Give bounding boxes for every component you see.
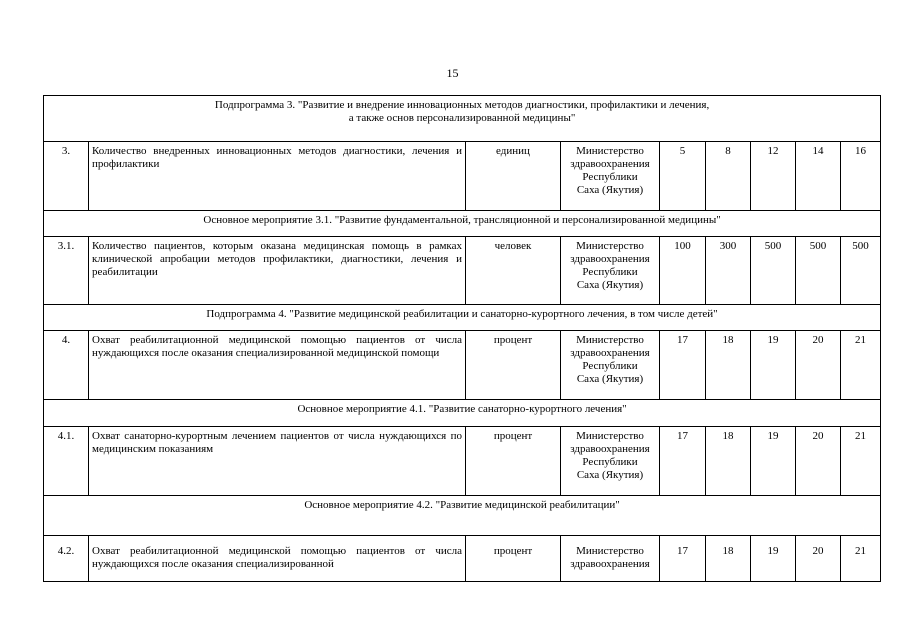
row-number: 3. xyxy=(44,142,89,211)
value-cell: 17 xyxy=(660,331,706,400)
indicator-description: Количество пациентов, которым оказана медицинская помощь в рамках клинической апробации методов профилактики, диагностики, лечения и реабилитации xyxy=(89,237,466,305)
indicators-table xyxy=(43,95,881,582)
value-cell: 500 xyxy=(751,237,796,305)
indicator-description: Охват реабилитационной медицинской помощью пациентов от числа нуждающихся после оказания специализированной xyxy=(89,536,466,582)
value-cell: 5 xyxy=(660,142,706,211)
value-cell: 19 xyxy=(751,427,796,496)
value-cell: 20 xyxy=(796,427,841,496)
value-cell: 12 xyxy=(751,142,796,211)
measure-3-1-title: Основное мероприятие 3.1. "Развитие фундаментальной, трансляционной и персонализированной медицины" xyxy=(44,211,881,237)
table-row xyxy=(44,237,881,305)
unit-of-measure: процент xyxy=(466,427,561,496)
responsible-organization: Министерство здравоохранения Республики Саха (Якутия) xyxy=(561,427,660,496)
responsible-organization: Министерство здравоохранения Республики Саха (Якутия) xyxy=(561,142,660,211)
table-row xyxy=(44,536,881,582)
table-row xyxy=(44,142,881,211)
value-cell: 500 xyxy=(841,237,881,305)
responsible-organization: Министерство здравоохранения Республики Саха (Якутия) xyxy=(561,237,660,305)
responsible-organization: Министерство здравоохранения Республики Саха (Якутия) xyxy=(561,331,660,400)
value-cell: 20 xyxy=(796,536,841,582)
value-cell: 500 xyxy=(796,237,841,305)
unit-of-measure: человек xyxy=(466,237,561,305)
measure-4-1-row xyxy=(44,400,881,427)
table-row xyxy=(44,331,881,400)
subprogram-3-row xyxy=(44,96,881,142)
row-number: 4. xyxy=(44,331,89,400)
value-cell: 8 xyxy=(706,142,751,211)
measure-4-2-row xyxy=(44,496,881,536)
indicator-description: Охват реабилитационной медицинской помощью пациентов от числа нуждающихся после оказания специализированной медицинской помощи xyxy=(89,331,466,400)
value-cell: 17 xyxy=(660,536,706,582)
value-cell: 100 xyxy=(660,237,706,305)
unit-of-measure: процент xyxy=(466,536,561,582)
value-cell: 14 xyxy=(796,142,841,211)
page-number: 15 xyxy=(446,66,459,80)
responsible-organization: Министерство здравоохранения xyxy=(561,536,660,582)
value-cell: 300 xyxy=(706,237,751,305)
measure-4-1-title: Основное мероприятие 4.1. "Развитие санаторно-курортного лечения" xyxy=(44,400,881,427)
measure-4-2-title: Основное мероприятие 4.2. "Развитие медицинской реабилитации" xyxy=(44,496,881,536)
value-cell: 21 xyxy=(841,331,881,400)
value-cell: 16 xyxy=(841,142,881,211)
value-cell: 18 xyxy=(706,427,751,496)
value-cell: 20 xyxy=(796,331,841,400)
value-cell: 19 xyxy=(751,331,796,400)
indicator-description: Охват санаторно-курортным лечением пациентов от числа нуждающихся по медицинским показаниям xyxy=(89,427,466,496)
value-cell: 17 xyxy=(660,427,706,496)
value-cell: 21 xyxy=(841,427,881,496)
unit-of-measure: единиц xyxy=(466,142,561,211)
subprogram-4-row xyxy=(44,305,881,331)
row-number: 4.1. xyxy=(44,427,89,496)
value-cell: 18 xyxy=(706,536,751,582)
subprogram-4-title: Подпрограмма 4. "Развитие медицинской реабилитации и санаторно-курортного лечения, в том числе детей" xyxy=(44,305,881,331)
row-number: 3.1. xyxy=(44,237,89,305)
value-cell: 19 xyxy=(751,536,796,582)
value-cell: 21 xyxy=(841,536,881,582)
indicator-description: Количество внедренных инновационных методов диагностики, лечения и профилактики xyxy=(89,142,466,211)
subprogram-3-title: Подпрограмма 3. "Развитие и внедрение инновационных методов диагностики, профилактики и лечения, а также основ персонализированной медицины" xyxy=(44,96,881,142)
unit-of-measure: процент xyxy=(466,331,561,400)
value-cell: 18 xyxy=(706,331,751,400)
measure-3-1-row xyxy=(44,211,881,237)
row-number: 4.2. xyxy=(44,536,89,582)
table-row xyxy=(44,427,881,496)
